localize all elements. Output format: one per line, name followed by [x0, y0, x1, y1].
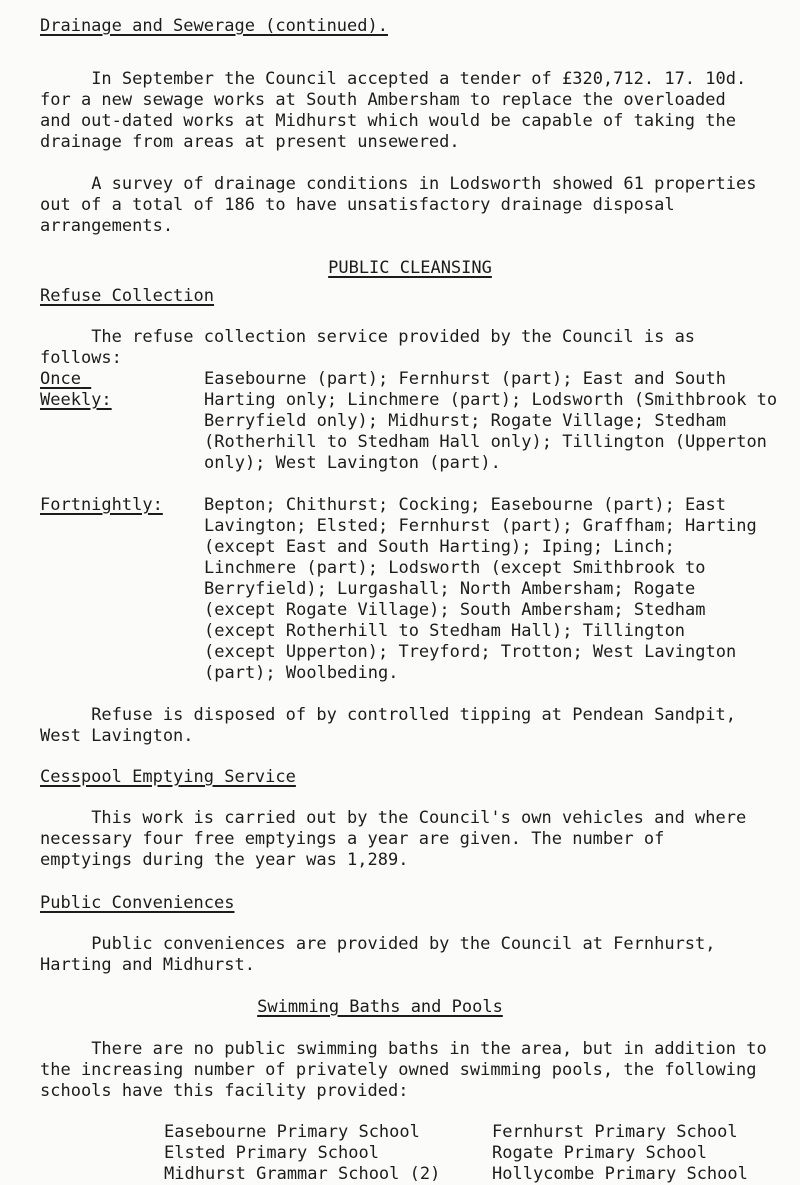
weekly-areas: Easebourne (part); Fernhurst (part); East and South Harting only; Linchmere (part); Lodsworth (Smithbrook to Berryfield only); Midhurst; Rogate Village; Stedham (Rotherhill to Stedham Hall only); Tillington (Upperton only); West Lavington (part). — [204, 369, 778, 473]
school-item: Elsted Primary School — [164, 1143, 379, 1163]
cesspool-paragraph: This work is carried out by the Council's own vehicles and where necessary four free emptyings a year are given. The number of emptyings during the year was 1,289. — [40, 808, 747, 870]
school-item: Hollycombe Primary School — [492, 1164, 748, 1184]
school-item: Rogate Primary School — [492, 1143, 707, 1163]
page-heading-text: Drainage and Sewerage (continued). — [40, 16, 388, 36]
cesspool-heading-text: Cesspool Emptying Service — [40, 767, 296, 787]
swimming-heading — [10, 997, 750, 1018]
weekly-label-text: Once Weekly: — [40, 369, 112, 410]
refuse-intro: The refuse collection service provided by the Council is as follows: — [40, 327, 706, 368]
school-item: Easebourne Primary School — [164, 1122, 420, 1142]
refuse-heading-text: Refuse Collection — [40, 286, 214, 306]
cesspool-heading — [40, 767, 296, 788]
schools-left-column — [164, 1122, 440, 1185]
page-heading — [40, 16, 388, 37]
conveniences-paragraph: Public conveniences are provided by the Council at Fernhurst, Harting and Midhurst. — [40, 934, 716, 975]
conveniences-heading-text: Public Conveniences — [40, 893, 235, 913]
fortnightly-label-text: Fortnightly: — [40, 495, 163, 515]
schools-right-column — [492, 1122, 748, 1185]
fortnightly-label — [40, 495, 163, 516]
swimming-heading-text: Swimming Baths and Pools — [257, 997, 503, 1017]
section-title-text: PUBLIC CLEANSING — [328, 258, 492, 278]
weekly-label — [40, 369, 112, 411]
refuse-heading — [40, 286, 214, 307]
tender-paragraph: In September the Council accepted a tender of £320,712. 17. 10d. for a new sewage works at South Ambersham to replace the overloaded and out-dated works at Midhurst which would be capable of taking the drainage from areas at present unsewered. — [40, 69, 747, 152]
school-item: Fernhurst Primary School — [492, 1122, 738, 1142]
section-title — [40, 258, 780, 279]
refuse-disposal: Refuse is disposed of by controlled tipping at Pendean Sandpit, West Lavington. — [40, 705, 736, 746]
school-item: Midhurst Grammar School (2) — [164, 1164, 441, 1184]
conveniences-heading — [40, 893, 234, 914]
survey-paragraph: A survey of drainage conditions in Lodsworth showed 61 properties out of a total of 186 to have unsatisfactory drainage disposal arrangements. — [40, 174, 757, 236]
fortnightly-areas: Bepton; Chithurst; Cocking; Easebourne (part); East Lavington; Elsted; Fernhurst (part); Graffham; Harting (except East and South Harting); Iping; Linch; Linchmere (part); Lodsworth (except Smithbrook to Berryfield); Lurgashall; North Ambersham; Rogate (except Rogate Village); South Ambersham; Stedham (except Rotherhill to Stedham Hall); Tillington (except Upperton); Treyford; Trotton; West Lavington (part); Woolbeding. — [204, 495, 757, 683]
swimming-paragraph: There are no public swimming baths in the area, but in addition to the increasing number of privately owned swimming pools, the following schools have this facility provided: — [40, 1039, 767, 1101]
